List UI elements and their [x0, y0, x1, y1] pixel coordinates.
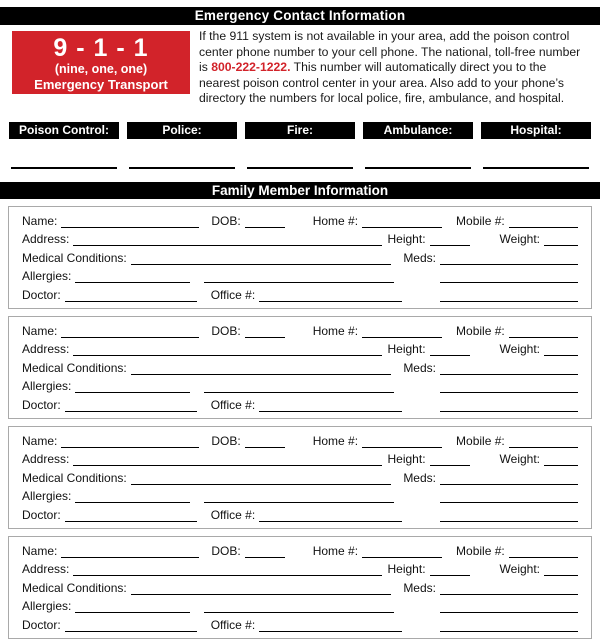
mobile-phone-label: Mobile #: [456, 543, 505, 558]
meds-continuation-line-2 [440, 400, 578, 412]
family-member-blocks [0, 206, 600, 639]
dob-write-in-line [245, 326, 285, 338]
doctor-write-in-line [65, 290, 197, 302]
dob-write-in-line [245, 216, 285, 228]
doctor-label: Doctor: [22, 397, 61, 412]
name-write-in-line [61, 546, 199, 558]
meds-label: Meds: [403, 470, 436, 485]
office-phone-label: Office #: [210, 287, 256, 302]
member-row-doctor [22, 504, 578, 523]
home-phone-label: Home #: [312, 433, 359, 448]
member-row-name [22, 320, 578, 339]
member-row-doctor [22, 394, 578, 413]
member-row-allergies [22, 266, 578, 285]
address-label: Address: [22, 342, 70, 357]
meds-continuation-line [440, 491, 578, 503]
member-row-doctor [22, 614, 578, 633]
dob-label: DOB: [211, 543, 241, 558]
allergies-continuation-line [204, 491, 394, 503]
height-write-in-line [430, 564, 470, 576]
member-row-allergies [22, 376, 578, 395]
dob-label: DOB: [211, 433, 241, 448]
member-row-medical [22, 467, 578, 486]
height-write-in-line [430, 344, 470, 356]
address-label: Address: [22, 452, 70, 467]
mobile-phone-write-in-line [509, 326, 578, 338]
member-row-allergies [22, 596, 578, 615]
meds-continuation-line [440, 601, 578, 613]
medical-conditions-write-in-line [131, 473, 392, 485]
doctor-label: Doctor: [22, 617, 61, 632]
allergies-label: Allergies: [22, 269, 72, 284]
meds-continuation-line-2 [440, 620, 578, 632]
medical-conditions-write-in-line [131, 583, 392, 595]
emergency-contacts-row [9, 122, 591, 169]
weight-write-in-line [544, 454, 578, 466]
name-label: Name: [22, 543, 58, 558]
name-write-in-line [61, 326, 199, 338]
address-label: Address: [22, 562, 70, 577]
doctor-write-in-line [65, 400, 197, 412]
police-write-in-line [129, 167, 235, 169]
dob-label: DOB: [211, 323, 241, 338]
name-label: Name: [22, 213, 58, 228]
meds-continuation-line [440, 271, 578, 283]
mobile-phone-label: Mobile #: [456, 213, 505, 228]
home-phone-write-in-line [362, 326, 442, 338]
emergency-transport-label: Emergency Transport System [34, 77, 168, 108]
medical-conditions-write-in-line [131, 363, 392, 375]
doctor-write-in-line [65, 510, 197, 522]
weight-write-in-line [544, 564, 578, 576]
allergies-continuation-line [204, 271, 394, 283]
poison-control-instructions [199, 29, 590, 107]
page-title: Emergency Contact Information [0, 7, 600, 25]
family-member-block [8, 426, 592, 529]
allergies-continuation-line [204, 381, 394, 393]
meds-continuation-line-2 [440, 510, 578, 522]
poison-control-write-in-line [11, 167, 117, 169]
office-phone-label: Office #: [210, 617, 256, 632]
instructions-text-before: If the 911 system is not available in your area, add the poison control center phone number to your cell phone. The national, toll-free number is [199, 29, 581, 75]
dob-write-in-line [245, 546, 285, 558]
doctor-label: Doctor: [22, 287, 61, 302]
hospital-write-in-line [483, 167, 589, 169]
home-phone-label: Home #: [312, 213, 359, 228]
office-phone-write-in-line [259, 290, 402, 302]
address-write-in-line [73, 344, 381, 356]
office-phone-label: Office #: [210, 507, 256, 522]
member-row-medical [22, 577, 578, 596]
allergies-label: Allergies: [22, 379, 72, 394]
member-row-allergies [22, 486, 578, 505]
contact-cell-poison-control [9, 122, 119, 169]
family-member-block [8, 206, 592, 309]
member-row-address [22, 339, 578, 358]
allergies-write-in-line [75, 381, 190, 393]
address-write-in-line [73, 234, 381, 246]
height-write-in-line [430, 234, 470, 246]
address-label: Address: [22, 232, 70, 247]
home-phone-write-in-line [362, 546, 442, 558]
home-phone-label: Home #: [312, 323, 359, 338]
weight-label: Weight: [499, 452, 540, 467]
office-phone-label: Office #: [210, 397, 256, 412]
address-write-in-line [73, 454, 381, 466]
dob-write-in-line [245, 436, 285, 448]
allergies-write-in-line [75, 271, 190, 283]
meds-continuation-line-2 [440, 290, 578, 302]
allergies-write-in-line [75, 601, 190, 613]
meds-label: Meds: [403, 360, 436, 375]
member-row-name [22, 540, 578, 559]
member-row-doctor [22, 284, 578, 303]
mobile-phone-label: Mobile #: [456, 433, 505, 448]
doctor-label: Doctor: [22, 507, 61, 522]
medical-conditions-write-in-line [131, 253, 392, 265]
height-label: Height: [387, 342, 426, 357]
office-phone-write-in-line [259, 510, 402, 522]
mobile-phone-write-in-line [509, 546, 578, 558]
member-row-address [22, 229, 578, 248]
member-row-address [22, 449, 578, 468]
height-write-in-line [430, 454, 470, 466]
allergies-label: Allergies: [22, 599, 72, 614]
name-label: Name: [22, 433, 58, 448]
contact-cell-hospital [481, 122, 591, 169]
contact-cell-ambulance [363, 122, 473, 169]
height-label: Height: [387, 232, 426, 247]
poison-control-label: Poison Control: [9, 122, 119, 139]
home-phone-label: Home #: [312, 543, 359, 558]
medical-conditions-label: Medical Conditions: [22, 580, 127, 595]
contact-cell-police [127, 122, 237, 169]
fire-label: Fire: [245, 122, 355, 139]
instructions-text-after: This number will automatically direct you to the nearest poison control center in your area. Also add to your phone’s directory the numbers for local police, fire, ambulance, and hospital. [199, 60, 565, 106]
medical-conditions-label: Medical Conditions: [22, 470, 127, 485]
weight-label: Weight: [499, 342, 540, 357]
meds-write-in-line [440, 253, 578, 265]
medical-conditions-label: Medical Conditions: [22, 250, 127, 265]
member-row-name [22, 430, 578, 449]
height-label: Height: [387, 452, 426, 467]
name-write-in-line [61, 436, 199, 448]
emergency-number: 9 - 1 - 1 [53, 34, 149, 62]
poison-control-phone-number: 800-222-1222. [211, 60, 291, 75]
member-row-medical [22, 247, 578, 266]
office-phone-write-in-line [259, 400, 402, 412]
home-phone-write-in-line [362, 216, 442, 228]
meds-continuation-line [440, 381, 578, 393]
ambulance-label: Ambulance: [363, 122, 473, 139]
weight-label: Weight: [499, 232, 540, 247]
allergies-label: Allergies: [22, 489, 72, 504]
hospital-label: Hospital: [481, 122, 591, 139]
contact-cell-fire [245, 122, 355, 169]
mobile-phone-write-in-line [509, 436, 578, 448]
police-label: Police: [127, 122, 237, 139]
family-member-section-title: Family Member Information [0, 182, 600, 199]
doctor-write-in-line [65, 620, 197, 632]
family-member-block [8, 536, 592, 639]
member-row-address [22, 559, 578, 578]
mobile-phone-write-in-line [509, 216, 578, 228]
emergency-number-words: (nine, one, one) [54, 62, 148, 76]
meds-write-in-line [440, 473, 578, 485]
ambulance-write-in-line [365, 167, 471, 169]
weight-label: Weight: [499, 562, 540, 577]
allergies-continuation-line [204, 601, 394, 613]
emergency-911-box [12, 31, 190, 108]
meds-write-in-line [440, 583, 578, 595]
weight-write-in-line [544, 344, 578, 356]
home-phone-write-in-line [362, 436, 442, 448]
family-member-block [8, 316, 592, 419]
height-label: Height: [387, 562, 426, 577]
mobile-phone-label: Mobile #: [456, 323, 505, 338]
office-phone-write-in-line [259, 620, 402, 632]
meds-write-in-line [440, 363, 578, 375]
member-row-medical [22, 357, 578, 376]
name-write-in-line [61, 216, 199, 228]
member-row-name [22, 210, 578, 229]
dob-label: DOB: [211, 213, 241, 228]
name-label: Name: [22, 323, 58, 338]
meds-label: Meds: [403, 580, 436, 595]
medical-conditions-label: Medical Conditions: [22, 360, 127, 375]
address-write-in-line [73, 564, 381, 576]
allergies-write-in-line [75, 491, 190, 503]
fire-write-in-line [247, 167, 353, 169]
meds-label: Meds: [403, 250, 436, 265]
intro-section [12, 31, 590, 107]
weight-write-in-line [544, 234, 578, 246]
